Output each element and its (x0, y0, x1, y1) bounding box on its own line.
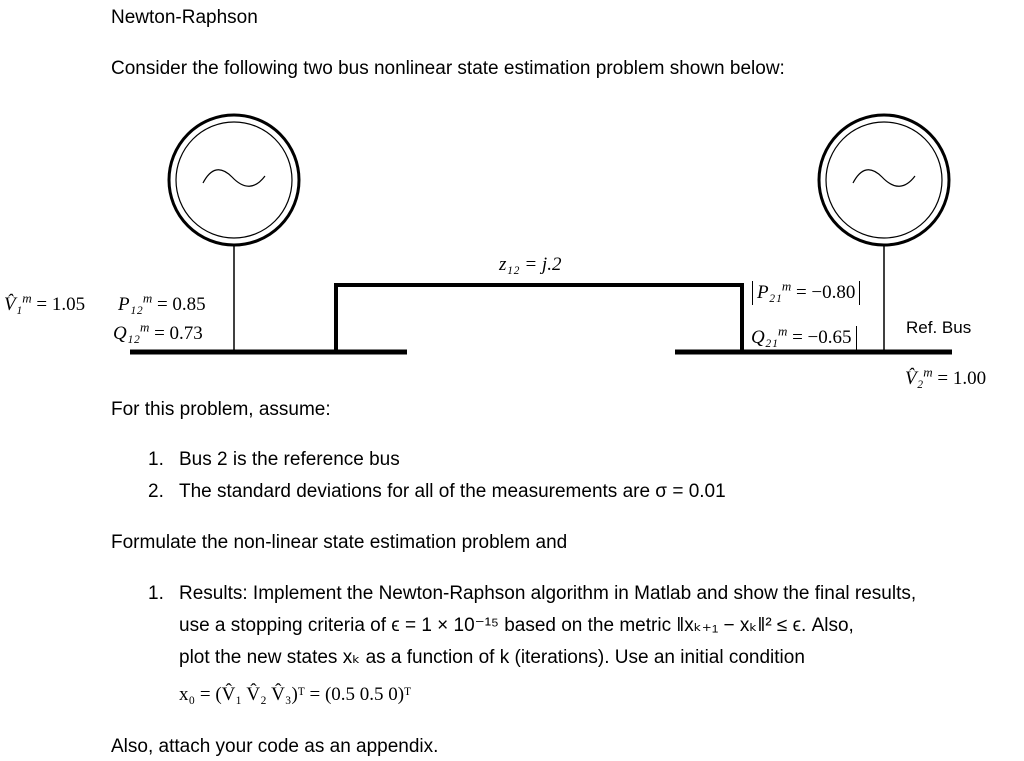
bus1-voltage-measurement: V̂₁$^m$ = 1.05 (4, 290, 86, 315)
assumption-item-1 (148, 448, 400, 472)
line-impedance-label: z₁₂ = j.2 (499, 254, 562, 275)
bus1-p-measurement: P₁₂$^m$ = 0.85 (118, 290, 206, 315)
list-text: The standard deviations for all of the measurements are σ = 0.01 (179, 481, 726, 502)
task-line-2: use a stopping criteria of ϵ = 1 × 10⁻¹⁵ based on the metric ‖xₖ₊₁ − xₖ‖² ≤ ϵ. Also, (179, 615, 854, 636)
bus2-p-measurement: P₂₁$^m$ = −0.80 (752, 281, 860, 305)
page-title: Newton-Raphson (111, 7, 258, 28)
transmission-line (336, 285, 742, 352)
reference-bus-label: Ref. Bus (906, 318, 972, 337)
bus2-voltage-measurement: V̂₂$^m$ = 1.00 (905, 364, 987, 389)
task-line-1: Results: Implement the Newton-Raphson algorithm in Matlab and show the final results, (179, 583, 917, 604)
task-line-4: x₀ = (V̂₁ V̂₂ V̂₃)ᵀ = (0.5 0.5 0)ᵀ (179, 684, 411, 705)
bus2-q-measurement: Q₂₁$^m$ = −0.65 (747, 326, 857, 350)
list-number: 1. (148, 583, 164, 604)
assume-heading: For this problem, assume: (111, 399, 331, 420)
assumption-item-2 (148, 480, 726, 504)
appendix-text: Also, attach your code as an appendix. (111, 736, 439, 757)
list-text: Bus 2 is the reference bus (179, 449, 400, 470)
task-item-1 (148, 582, 917, 606)
generator-1-icon (169, 115, 299, 245)
intro-text: Consider the following two bus nonlinear state estimation problem shown below: (111, 58, 785, 79)
bus1-q-measurement: Q₁₂$^m$ = 0.73 (113, 319, 203, 344)
list-number: 2. (148, 481, 164, 502)
list-number: 1. (148, 449, 164, 470)
task-line-3: plot the new states xₖ as a function of k (iterations). Use an initial condition (179, 647, 805, 668)
generator-2-icon (819, 115, 949, 245)
formulate-text: Formulate the non-linear state estimation problem and (111, 532, 568, 553)
